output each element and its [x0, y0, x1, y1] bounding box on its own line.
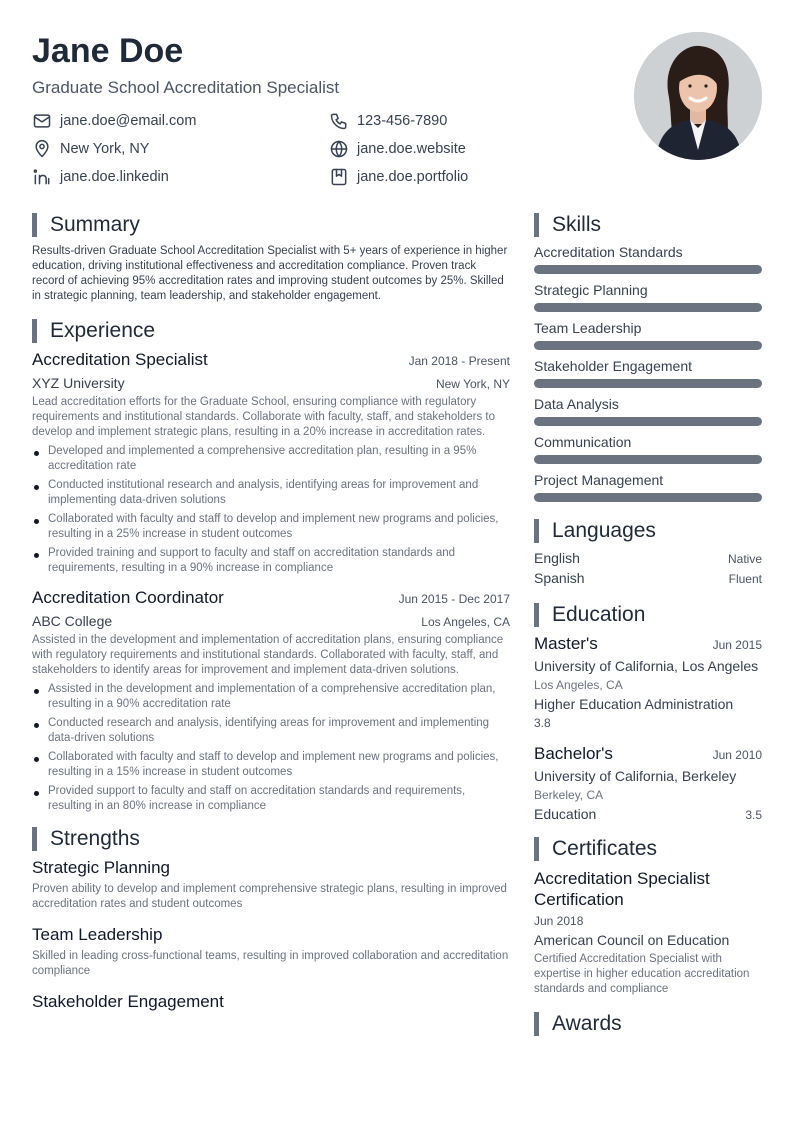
job-company: ABC College	[32, 613, 113, 629]
languages-heading	[534, 518, 762, 544]
heading-accent-bar	[534, 1012, 539, 1036]
education-field: Education	[534, 806, 597, 822]
summary-text: Results-driven Graduate School Accreditation Specialist with 5+ years of experience in higher education, driving institutional effectiveness and accreditation compliance. Proven track record of achieving 95% accreditation rates and improving student outcomes by 25%. Skilled in strategic planning, team leadership, and stakeholder engagement.	[32, 245, 508, 302]
education-location: Los Angeles, CA	[534, 678, 623, 692]
skill-name: Stakeholder Engagement	[534, 358, 692, 374]
heading-accent-bar	[534, 519, 539, 543]
education-school: University of California, Berkeley	[534, 768, 737, 784]
contact-website[interactable]	[329, 138, 589, 160]
contact-portfolio[interactable]	[329, 166, 589, 188]
certificate-organization: American Council on Education	[534, 932, 730, 948]
certificate-date: Jun 2018	[534, 914, 584, 928]
job-bullet: Provided support to faculty and staff on accreditation standards and requirements, resulting in an 80% increase in compliance	[32, 784, 510, 814]
summary-heading	[32, 212, 510, 238]
education-date: Jun 2015	[712, 638, 762, 652]
job-location: Los Angeles, CA	[421, 615, 510, 629]
education-date: Jun 2010	[712, 748, 762, 762]
mail-icon	[32, 111, 52, 131]
heading-accent-bar	[32, 827, 37, 851]
education-entry	[534, 634, 762, 730]
profile-photo	[634, 32, 762, 160]
language-level: Native	[727, 552, 762, 566]
skill-level-bar	[534, 455, 762, 464]
job-location: New York, NY	[435, 377, 510, 391]
skill-level-bar	[534, 417, 762, 426]
job-bullet: Developed and implemented a comprehensive accreditation plan, resulting in a 95% accreditation rate	[32, 444, 510, 474]
contact-website-text: jane.doe.website	[357, 141, 466, 157]
education-gpa: 3.8	[534, 716, 551, 730]
strengths-heading	[32, 826, 510, 852]
heading-accent-bar	[534, 837, 539, 861]
contact-location	[32, 138, 329, 160]
job-title: Accreditation Coordinator	[32, 588, 224, 607]
strength-title: Team Leadership	[32, 925, 163, 944]
job-description: Assisted in the development and implementation of accreditation plans, ensuring compliance with regulatory requirements and institutional standards. Collaborated with faculty, staff, and stakeholders to identify areas for improvement and implement data-driven solutions.	[32, 634, 504, 676]
main-column	[32, 212, 510, 1025]
experience-heading	[32, 318, 510, 344]
contact-phone[interactable]	[329, 110, 589, 132]
job-entry	[32, 350, 510, 576]
education-entry	[534, 744, 762, 822]
contact-phone-text: 123-456-7890	[357, 113, 448, 129]
job-title: Accreditation Specialist	[32, 350, 208, 369]
certificate-entry	[534, 868, 762, 997]
phone-icon	[329, 111, 349, 131]
skill-name: Communication	[534, 434, 632, 450]
education-degree: Bachelor's	[534, 744, 613, 763]
summary-heading-text: Summary	[50, 213, 140, 236]
job-date: Jan 2018 - Present	[408, 354, 510, 368]
bookmark-icon	[329, 167, 349, 187]
language-level: Fluent	[728, 572, 762, 586]
resume-header	[32, 30, 592, 188]
skill-level-bar	[534, 379, 762, 388]
strength-item	[32, 925, 510, 979]
job-bullet: Assisted in the development and implementation of a comprehensive accreditation plan, resulting in a 90% accreditation rate	[32, 682, 510, 712]
job-bullet: Collaborated with faculty and staff to develop and implement new programs and policies, resulting in a 15% increase in student outcomes	[32, 750, 510, 780]
strength-title: Strategic Planning	[32, 858, 170, 877]
candidate-title: Graduate School Accreditation Specialist	[32, 78, 340, 97]
awards-heading-text: Awards	[552, 1012, 622, 1035]
job-bullet: Conducted institutional research and analysis, identifying areas for improvement and implementing data-driven solutions	[32, 478, 510, 508]
education-heading-text: Education	[552, 603, 646, 626]
language-name: Spanish	[534, 570, 585, 586]
skill-level-bar	[534, 303, 762, 312]
skill-level-bar	[534, 341, 762, 350]
language-item	[534, 550, 762, 566]
skill-level-bar	[534, 493, 762, 502]
skill-level-bar	[534, 265, 762, 274]
contact-portfolio-text: jane.doe.portfolio	[357, 169, 469, 185]
strength-item	[32, 858, 510, 912]
skill-item	[534, 472, 762, 502]
certificates-heading	[534, 836, 762, 862]
skill-item	[534, 358, 762, 388]
skill-item	[534, 434, 762, 464]
linkedin-icon	[32, 167, 52, 187]
certificate-title: Accreditation Specialist Certification	[534, 869, 710, 909]
contact-email[interactable]	[32, 110, 329, 132]
job-date: Jun 2015 - Dec 2017	[398, 592, 510, 606]
skills-heading-text: Skills	[552, 213, 602, 236]
skill-item	[534, 282, 762, 312]
heading-accent-bar	[32, 319, 37, 343]
skill-name: Strategic Planning	[534, 282, 648, 298]
certificate-description: Certified Accreditation Specialist with expertise in higher education accreditation standards and compliance	[534, 953, 750, 995]
education-school: University of California, Los Angeles	[534, 658, 759, 674]
experience-heading-text: Experience	[50, 319, 156, 342]
strength-title: Stakeholder Engagement	[32, 992, 224, 1011]
strength-item	[32, 992, 510, 1012]
job-bullet: Collaborated with faculty and staff to develop and implement new programs and policies, resulting in a 25% increase in student outcomes	[32, 512, 510, 542]
awards-heading	[534, 1011, 762, 1037]
job-description: Lead accreditation efforts for the Graduate School, ensuring compliance with regulatory requirements and institutional standards. Collaborate with faculty, staff, and stakeholders to develop and implement strategic plans, resulting in a 20% increase in accreditation rates.	[32, 396, 496, 438]
contact-linkedin[interactable]	[32, 166, 329, 188]
strength-description: Proven ability to develop and implement comprehensive strategic plans, resulting in improved accreditation rates and student outcomes	[32, 883, 507, 910]
education-location: Berkeley, CA	[534, 788, 604, 802]
skill-item	[534, 396, 762, 426]
job-bullets	[32, 682, 510, 814]
globe-icon	[329, 139, 349, 159]
job-company: XYZ University	[32, 375, 125, 391]
education-heading	[534, 602, 762, 628]
certificates-heading-text: Certificates	[552, 837, 658, 860]
skill-item	[534, 320, 762, 350]
job-bullet: Conducted research and analysis, identifying areas for improvement and implementing data-driven solutions	[32, 716, 510, 746]
skill-name: Accreditation Standards	[534, 244, 683, 260]
job-bullet: Provided training and support to faculty and staff on accreditation standards and requirements, resulting in a 90% increase in compliance	[32, 546, 510, 576]
education-gpa: 3.5	[745, 808, 762, 822]
contact-linkedin-text: jane.doe.linkedin	[60, 169, 169, 185]
languages-heading-text: Languages	[552, 519, 656, 542]
skill-name: Team Leadership	[534, 320, 642, 336]
sidebar-column	[534, 212, 762, 1043]
language-item	[534, 570, 762, 586]
contact-location-text: New York, NY	[60, 141, 150, 157]
skill-item	[534, 244, 762, 274]
profile-photo-image	[634, 32, 762, 160]
heading-accent-bar	[32, 213, 37, 237]
location-pin-icon	[32, 139, 52, 159]
education-field: Higher Education Administration	[534, 696, 734, 712]
strengths-heading-text: Strengths	[50, 827, 140, 850]
education-degree: Master's	[534, 634, 598, 653]
job-entry	[32, 588, 510, 814]
language-name: English	[534, 550, 580, 566]
contact-list	[32, 110, 592, 188]
contact-email-text: jane.doe@email.com	[60, 113, 197, 129]
job-bullets	[32, 444, 510, 576]
candidate-name: Jane Doe	[32, 32, 184, 70]
heading-accent-bar	[534, 213, 539, 237]
strength-description: Skilled in leading cross-functional teams, resulting in improved collaboration and accreditation compliance	[32, 950, 509, 977]
skills-heading	[534, 212, 762, 238]
skill-name: Project Management	[534, 472, 664, 488]
heading-accent-bar	[534, 603, 539, 627]
skill-name: Data Analysis	[534, 396, 619, 412]
